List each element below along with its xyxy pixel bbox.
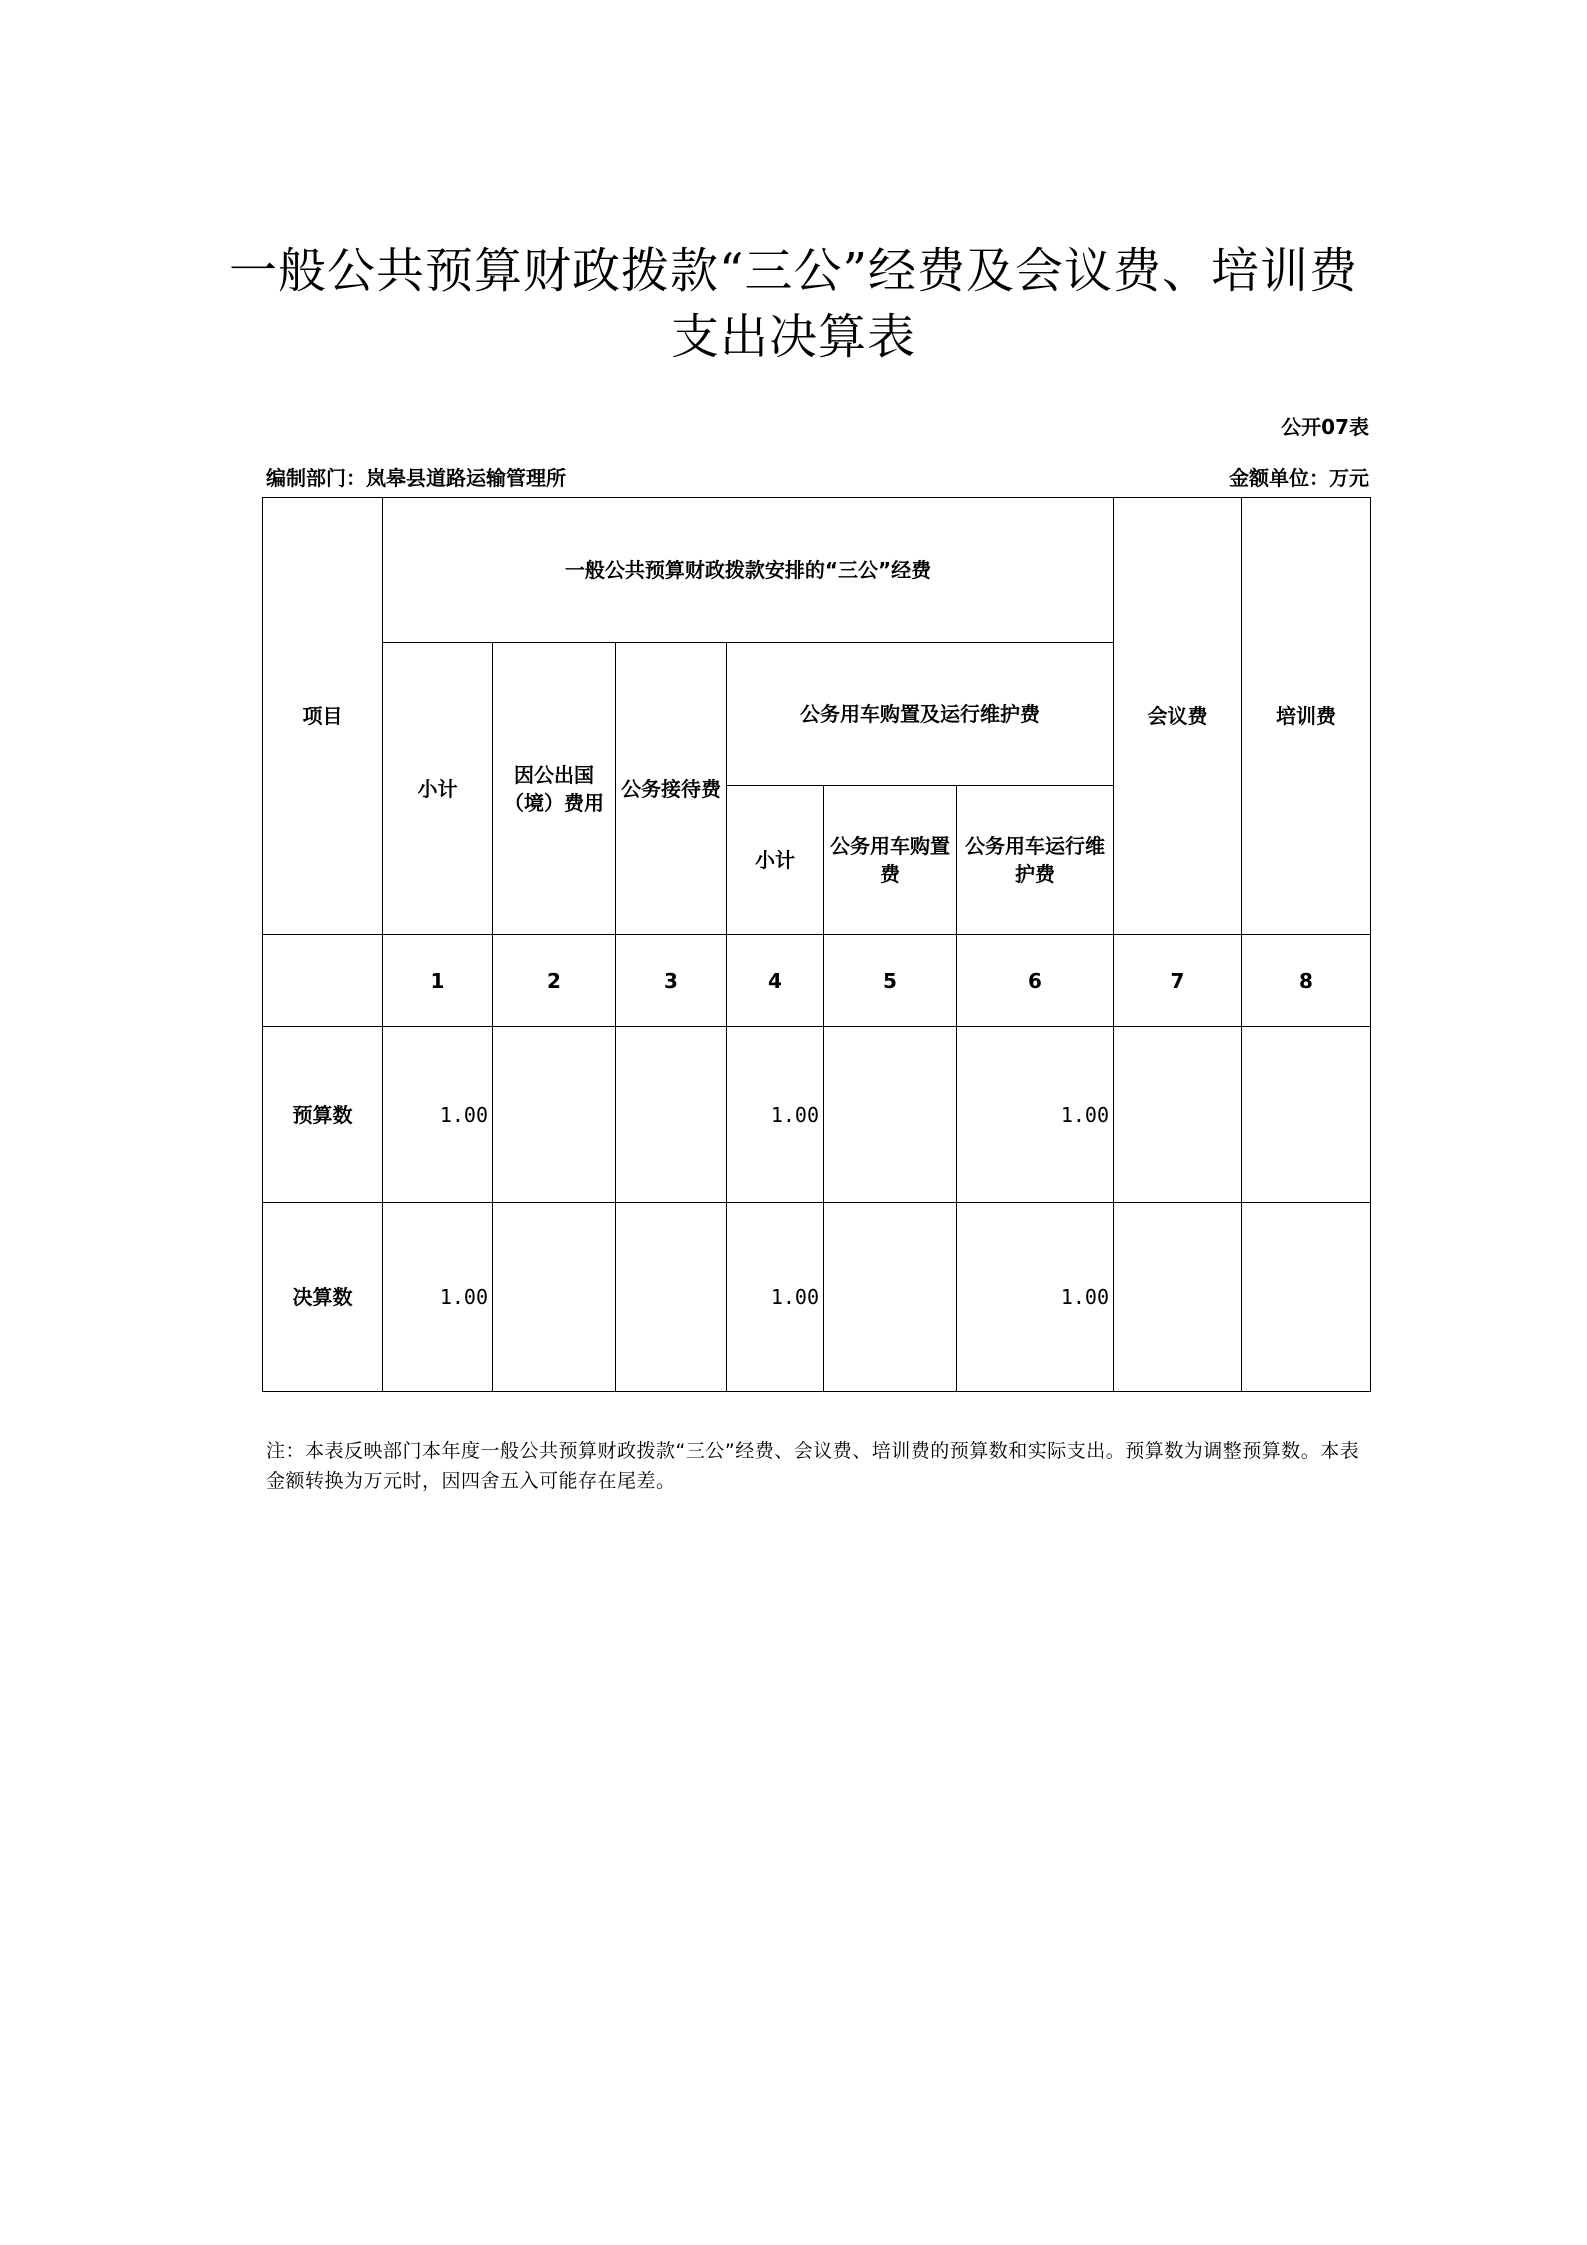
table-code: 公开07表 <box>1281 415 1369 439</box>
header-vehicle-operation: 公务用车运行维护费 <box>957 786 1114 935</box>
table-row <box>263 1027 1371 1203</box>
header-item: 项目 <box>263 498 383 935</box>
column-number: 8 <box>1242 935 1371 1027</box>
table-row <box>263 1203 1371 1392</box>
budget-cell <box>1242 1027 1371 1203</box>
budget-cell <box>824 1027 957 1203</box>
budget-cell: 1.00 <box>727 1027 824 1203</box>
budget-cell <box>1114 1027 1242 1203</box>
header-vehicle-subtotal: 小计 <box>727 786 824 935</box>
column-number: 2 <box>493 935 616 1027</box>
final-cell: 1.00 <box>383 1203 493 1392</box>
document-title-line1: 一般公共预算财政拨款“三公”经费及会议费、培训费 <box>228 243 1359 299</box>
footnote: 注：本表反映部门本年度一般公共预算财政拨款“三公”经费、会议费、培训费的预算数和实际支出。预算数为调整预算数。本表金额转换为万元时，因四舍五入可能存在尾差。 <box>266 1440 1360 1492</box>
final-cell <box>493 1203 616 1392</box>
column-number: 1 <box>383 935 493 1027</box>
final-cell: 1.00 <box>957 1203 1114 1392</box>
header-sangong-group: 一般公共预算财政拨款安排的“三公”经费 <box>383 498 1114 643</box>
column-number: 7 <box>1114 935 1242 1027</box>
unit-label: 金额单位：万元 <box>1229 466 1369 490</box>
column-number-blank <box>263 935 383 1027</box>
column-number: 4 <box>727 935 824 1027</box>
department-label: 编制部门：岚皋县道路运输管理所 <box>266 466 566 490</box>
header-reception: 公务接待费 <box>616 643 727 935</box>
header-subtotal: 小计 <box>383 643 493 935</box>
row-label-budget: 预算数 <box>263 1027 383 1203</box>
budget-cell <box>493 1027 616 1203</box>
column-number: 6 <box>957 935 1114 1027</box>
header-vehicle-group: 公务用车购置及运行维护费 <box>727 643 1114 786</box>
header-vehicle-purchase: 公务用车购置费 <box>824 786 957 935</box>
expenditure-table <box>262 497 1371 1392</box>
budget-cell: 1.00 <box>957 1027 1114 1203</box>
final-cell <box>824 1203 957 1392</box>
document-title-line2: 支出决算表 <box>670 309 916 365</box>
header-training: 培训费 <box>1242 498 1371 935</box>
budget-cell: 1.00 <box>383 1027 493 1203</box>
header-overseas: 因公出国（境）费用 <box>493 643 616 935</box>
row-label-final: 决算数 <box>263 1203 383 1392</box>
column-number: 3 <box>616 935 727 1027</box>
budget-cell <box>616 1027 727 1203</box>
final-cell <box>1242 1203 1371 1392</box>
header-meeting: 会议费 <box>1114 498 1242 935</box>
column-number: 5 <box>824 935 957 1027</box>
final-cell <box>616 1203 727 1392</box>
final-cell: 1.00 <box>727 1203 824 1392</box>
final-cell <box>1114 1203 1242 1392</box>
